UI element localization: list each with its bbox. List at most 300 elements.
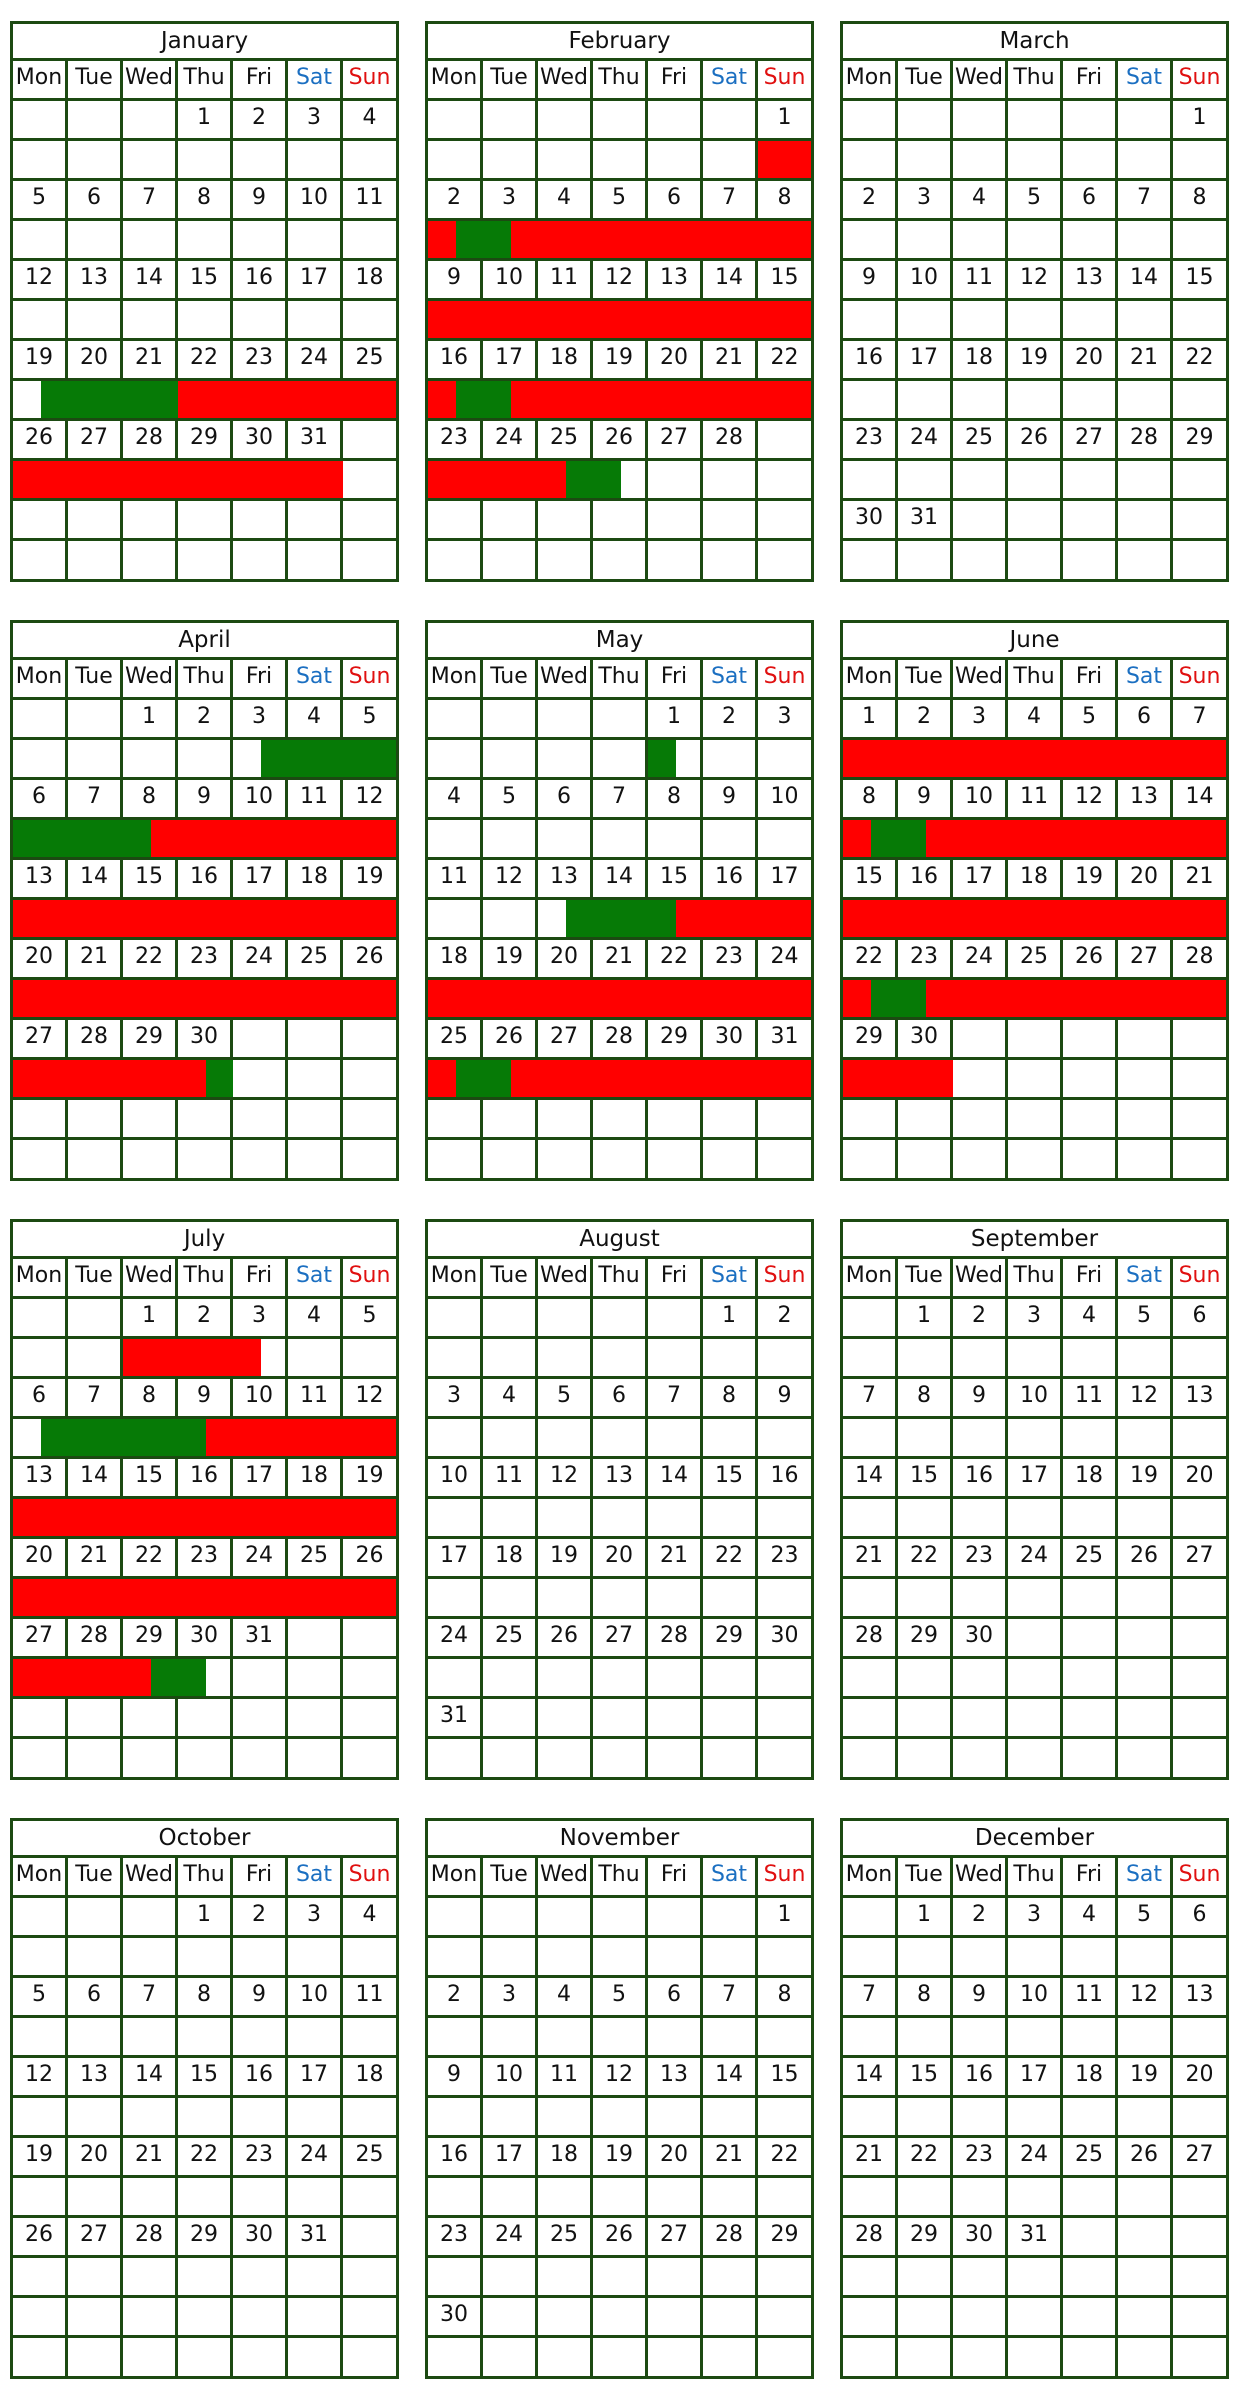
day-cell[interactable]: 29 (178, 2218, 233, 2258)
day-cell[interactable]: 1 (843, 700, 898, 740)
day-cell[interactable]: 13 (13, 1459, 68, 1499)
day-cell[interactable]: 6 (648, 1978, 703, 2018)
day-cell[interactable]: 2 (428, 1978, 483, 2018)
day-cell[interactable]: 29 (758, 2218, 811, 2258)
day-cell[interactable]: 30 (428, 2298, 483, 2338)
day-cell[interactable]: 3 (1008, 1898, 1063, 1938)
day-cell[interactable]: 11 (1063, 1978, 1118, 2018)
day-cell[interactable]: 9 (898, 780, 953, 820)
day-cell[interactable]: 21 (68, 1539, 123, 1579)
day-cell[interactable]: 11 (288, 1379, 343, 1419)
day-cell[interactable]: 27 (538, 1020, 593, 1060)
day-cell[interactable]: 9 (953, 1978, 1008, 2018)
day-cell[interactable]: 27 (593, 1619, 648, 1659)
day-cell[interactable]: 13 (1173, 1379, 1226, 1419)
day-cell[interactable]: 4 (343, 1898, 396, 1938)
day-cell[interactable]: 30 (233, 421, 288, 461)
day-cell[interactable]: 6 (68, 1978, 123, 2018)
day-cell[interactable]: 8 (178, 1978, 233, 2018)
day-cell[interactable]: 3 (1008, 1299, 1063, 1339)
day-cell[interactable]: 10 (428, 1459, 483, 1499)
day-cell[interactable]: 5 (483, 780, 538, 820)
day-cell[interactable]: 7 (593, 780, 648, 820)
day-cell[interactable]: 17 (288, 261, 343, 301)
day-cell[interactable]: 6 (13, 780, 68, 820)
day-cell[interactable]: 25 (483, 1619, 538, 1659)
day-cell[interactable]: 10 (758, 780, 811, 820)
day-cell[interactable]: 15 (758, 261, 811, 301)
day-cell[interactable]: 29 (123, 1619, 178, 1659)
day-cell[interactable]: 11 (428, 860, 483, 900)
day-cell[interactable]: 14 (843, 2058, 898, 2098)
day-cell[interactable]: 23 (233, 2138, 288, 2178)
day-cell[interactable]: 1 (178, 101, 233, 141)
day-cell[interactable]: 21 (703, 2138, 758, 2178)
day-cell[interactable]: 14 (703, 2058, 758, 2098)
day-cell[interactable]: 27 (1063, 421, 1118, 461)
day-cell[interactable]: 8 (648, 780, 703, 820)
day-cell[interactable]: 24 (483, 2218, 538, 2258)
day-cell[interactable]: 18 (343, 2058, 396, 2098)
day-cell[interactable]: 2 (898, 700, 953, 740)
day-cell[interactable]: 16 (178, 1459, 233, 1499)
day-cell[interactable]: 10 (898, 261, 953, 301)
day-cell[interactable]: 10 (1008, 1379, 1063, 1419)
day-cell[interactable]: 9 (178, 780, 233, 820)
day-cell[interactable]: 21 (123, 341, 178, 381)
day-cell[interactable]: 7 (843, 1379, 898, 1419)
day-cell[interactable]: 12 (1118, 1978, 1173, 2018)
day-cell[interactable]: 12 (593, 261, 648, 301)
day-cell[interactable]: 22 (703, 1539, 758, 1579)
day-cell[interactable]: 5 (1008, 181, 1063, 221)
day-cell[interactable]: 3 (483, 1978, 538, 2018)
day-cell[interactable]: 10 (288, 181, 343, 221)
day-cell[interactable]: 5 (538, 1379, 593, 1419)
day-cell[interactable]: 20 (648, 341, 703, 381)
day-cell[interactable]: 25 (538, 2218, 593, 2258)
day-cell[interactable]: 13 (648, 2058, 703, 2098)
day-cell[interactable]: 20 (13, 1539, 68, 1579)
day-cell[interactable]: 27 (13, 1619, 68, 1659)
day-cell[interactable]: 11 (343, 1978, 396, 2018)
day-cell[interactable]: 19 (13, 2138, 68, 2178)
day-cell[interactable]: 19 (1118, 1459, 1173, 1499)
day-cell[interactable]: 15 (758, 2058, 811, 2098)
day-cell[interactable]: 21 (68, 940, 123, 980)
day-cell[interactable]: 2 (178, 700, 233, 740)
day-cell[interactable]: 30 (843, 501, 898, 541)
day-cell[interactable]: 14 (843, 1459, 898, 1499)
day-cell[interactable]: 10 (953, 780, 1008, 820)
day-cell[interactable]: 7 (703, 181, 758, 221)
day-cell[interactable]: 26 (1063, 940, 1118, 980)
day-cell[interactable]: 28 (648, 1619, 703, 1659)
day-cell[interactable]: 6 (593, 1379, 648, 1419)
day-cell[interactable]: 4 (953, 181, 1008, 221)
day-cell[interactable]: 5 (593, 1978, 648, 2018)
day-cell[interactable]: 28 (703, 2218, 758, 2258)
day-cell[interactable]: 13 (1173, 1978, 1226, 2018)
day-cell[interactable]: 19 (1063, 860, 1118, 900)
day-cell[interactable]: 24 (1008, 1539, 1063, 1579)
day-cell[interactable]: 18 (288, 860, 343, 900)
day-cell[interactable]: 24 (233, 940, 288, 980)
day-cell[interactable]: 12 (483, 860, 538, 900)
day-cell[interactable]: 4 (538, 1978, 593, 2018)
day-cell[interactable]: 16 (233, 2058, 288, 2098)
day-cell[interactable]: 13 (13, 860, 68, 900)
day-cell[interactable]: 18 (1008, 860, 1063, 900)
day-cell[interactable]: 2 (953, 1898, 1008, 1938)
day-cell[interactable]: 16 (843, 341, 898, 381)
day-cell[interactable]: 13 (1063, 261, 1118, 301)
day-cell[interactable]: 8 (758, 181, 811, 221)
day-cell[interactable]: 3 (953, 700, 1008, 740)
day-cell[interactable]: 12 (343, 1379, 396, 1419)
day-cell[interactable]: 22 (1173, 341, 1226, 381)
day-cell[interactable]: 23 (233, 341, 288, 381)
day-cell[interactable]: 7 (68, 1379, 123, 1419)
day-cell[interactable]: 17 (758, 860, 811, 900)
day-cell[interactable]: 5 (13, 1978, 68, 2018)
day-cell[interactable]: 13 (68, 261, 123, 301)
day-cell[interactable]: 6 (538, 780, 593, 820)
day-cell[interactable]: 17 (1008, 2058, 1063, 2098)
day-cell[interactable]: 19 (1118, 2058, 1173, 2098)
day-cell[interactable]: 2 (758, 1299, 811, 1339)
day-cell[interactable]: 22 (758, 341, 811, 381)
day-cell[interactable]: 29 (898, 2218, 953, 2258)
day-cell[interactable]: 23 (428, 2218, 483, 2258)
day-cell[interactable]: 3 (288, 1898, 343, 1938)
day-cell[interactable]: 19 (1008, 341, 1063, 381)
day-cell[interactable]: 11 (343, 181, 396, 221)
day-cell[interactable]: 6 (1173, 1299, 1226, 1339)
day-cell[interactable]: 14 (68, 1459, 123, 1499)
day-cell[interactable]: 17 (428, 1539, 483, 1579)
day-cell[interactable]: 18 (953, 341, 1008, 381)
day-cell[interactable]: 3 (233, 1299, 288, 1339)
day-cell[interactable]: 9 (233, 181, 288, 221)
day-cell[interactable]: 15 (123, 860, 178, 900)
day-cell[interactable]: 9 (703, 780, 758, 820)
day-cell[interactable]: 16 (758, 1459, 811, 1499)
day-cell[interactable]: 7 (1173, 700, 1226, 740)
day-cell[interactable]: 31 (288, 421, 343, 461)
day-cell[interactable]: 24 (288, 2138, 343, 2178)
day-cell[interactable]: 8 (898, 1379, 953, 1419)
day-cell[interactable]: 18 (538, 2138, 593, 2178)
day-cell[interactable]: 15 (843, 860, 898, 900)
day-cell[interactable]: 21 (123, 2138, 178, 2178)
day-cell[interactable]: 7 (123, 181, 178, 221)
day-cell[interactable]: 9 (953, 1379, 1008, 1419)
day-cell[interactable]: 27 (648, 2218, 703, 2258)
day-cell[interactable]: 24 (898, 421, 953, 461)
day-cell[interactable]: 4 (288, 700, 343, 740)
day-cell[interactable]: 23 (953, 1539, 1008, 1579)
day-cell[interactable]: 27 (68, 2218, 123, 2258)
day-cell[interactable]: 26 (343, 1539, 396, 1579)
day-cell[interactable]: 12 (13, 261, 68, 301)
day-cell[interactable]: 30 (178, 1020, 233, 1060)
day-cell[interactable]: 5 (343, 700, 396, 740)
day-cell[interactable]: 31 (758, 1020, 811, 1060)
day-cell[interactable]: 20 (538, 940, 593, 980)
day-cell[interactable]: 6 (1118, 700, 1173, 740)
day-cell[interactable]: 10 (1008, 1978, 1063, 2018)
day-cell[interactable]: 29 (1173, 421, 1226, 461)
day-cell[interactable]: 2 (843, 181, 898, 221)
day-cell[interactable]: 19 (483, 940, 538, 980)
day-cell[interactable]: 11 (288, 780, 343, 820)
day-cell[interactable]: 1 (123, 1299, 178, 1339)
day-cell[interactable]: 9 (428, 261, 483, 301)
day-cell[interactable]: 12 (1118, 1379, 1173, 1419)
day-cell[interactable]: 1 (123, 700, 178, 740)
day-cell[interactable]: 15 (703, 1459, 758, 1499)
day-cell[interactable]: 16 (898, 860, 953, 900)
day-cell[interactable]: 27 (1173, 1539, 1226, 1579)
day-cell[interactable]: 27 (648, 421, 703, 461)
day-cell[interactable]: 3 (288, 101, 343, 141)
day-cell[interactable]: 28 (593, 1020, 648, 1060)
day-cell[interactable]: 23 (843, 421, 898, 461)
day-cell[interactable]: 8 (123, 1379, 178, 1419)
day-cell[interactable]: 18 (483, 1539, 538, 1579)
day-cell[interactable]: 13 (538, 860, 593, 900)
day-cell[interactable]: 9 (178, 1379, 233, 1419)
day-cell[interactable]: 10 (233, 780, 288, 820)
day-cell[interactable]: 2 (233, 101, 288, 141)
day-cell[interactable]: 26 (1008, 421, 1063, 461)
day-cell[interactable]: 26 (343, 940, 396, 980)
day-cell[interactable]: 8 (703, 1379, 758, 1419)
day-cell[interactable]: 11 (538, 2058, 593, 2098)
day-cell[interactable]: 15 (1173, 261, 1226, 301)
day-cell[interactable]: 5 (1118, 1299, 1173, 1339)
day-cell[interactable]: 13 (593, 1459, 648, 1499)
day-cell[interactable]: 29 (898, 1619, 953, 1659)
day-cell[interactable]: 5 (343, 1299, 396, 1339)
day-cell[interactable]: 21 (703, 341, 758, 381)
day-cell[interactable]: 12 (1008, 261, 1063, 301)
day-cell[interactable]: 31 (898, 501, 953, 541)
day-cell[interactable]: 5 (1063, 700, 1118, 740)
day-cell[interactable]: 11 (538, 261, 593, 301)
day-cell[interactable]: 21 (843, 2138, 898, 2178)
day-cell[interactable]: 10 (233, 1379, 288, 1419)
day-cell[interactable]: 26 (1118, 2138, 1173, 2178)
day-cell[interactable]: 21 (843, 1539, 898, 1579)
day-cell[interactable]: 27 (1118, 940, 1173, 980)
day-cell[interactable]: 18 (343, 261, 396, 301)
day-cell[interactable]: 8 (123, 780, 178, 820)
day-cell[interactable]: 3 (428, 1379, 483, 1419)
day-cell[interactable]: 29 (703, 1619, 758, 1659)
day-cell[interactable]: 25 (953, 421, 1008, 461)
day-cell[interactable]: 19 (593, 2138, 648, 2178)
day-cell[interactable]: 28 (703, 421, 758, 461)
day-cell[interactable]: 3 (898, 181, 953, 221)
day-cell[interactable]: 10 (483, 2058, 538, 2098)
day-cell[interactable]: 13 (648, 261, 703, 301)
day-cell[interactable]: 7 (648, 1379, 703, 1419)
day-cell[interactable]: 6 (68, 181, 123, 221)
day-cell[interactable]: 27 (1173, 2138, 1226, 2178)
day-cell[interactable]: 30 (233, 2218, 288, 2258)
day-cell[interactable]: 11 (953, 261, 1008, 301)
day-cell[interactable]: 4 (1063, 1299, 1118, 1339)
day-cell[interactable]: 10 (288, 1978, 343, 2018)
day-cell[interactable]: 4 (288, 1299, 343, 1339)
day-cell[interactable]: 22 (178, 2138, 233, 2178)
day-cell[interactable]: 28 (1118, 421, 1173, 461)
day-cell[interactable]: 29 (648, 1020, 703, 1060)
day-cell[interactable]: 25 (1008, 940, 1063, 980)
day-cell[interactable]: 23 (428, 421, 483, 461)
day-cell[interactable]: 22 (758, 2138, 811, 2178)
day-cell[interactable]: 1 (758, 1898, 811, 1938)
day-cell[interactable]: 22 (123, 940, 178, 980)
day-cell[interactable]: 28 (123, 421, 178, 461)
day-cell[interactable]: 2 (703, 700, 758, 740)
day-cell[interactable]: 5 (593, 181, 648, 221)
day-cell[interactable]: 14 (593, 860, 648, 900)
day-cell[interactable]: 29 (843, 1020, 898, 1060)
day-cell[interactable]: 14 (1173, 780, 1226, 820)
day-cell[interactable]: 23 (178, 1539, 233, 1579)
day-cell[interactable]: 16 (428, 341, 483, 381)
day-cell[interactable]: 27 (68, 421, 123, 461)
day-cell[interactable]: 6 (1063, 181, 1118, 221)
day-cell[interactable]: 15 (178, 2058, 233, 2098)
day-cell[interactable]: 14 (68, 860, 123, 900)
day-cell[interactable]: 16 (953, 2058, 1008, 2098)
day-cell[interactable]: 24 (288, 341, 343, 381)
day-cell[interactable]: 8 (178, 181, 233, 221)
day-cell[interactable]: 23 (758, 1539, 811, 1579)
day-cell[interactable]: 12 (593, 2058, 648, 2098)
day-cell[interactable]: 21 (1173, 860, 1226, 900)
day-cell[interactable]: 20 (593, 1539, 648, 1579)
day-cell[interactable]: 29 (123, 1020, 178, 1060)
day-cell[interactable]: 28 (843, 1619, 898, 1659)
day-cell[interactable]: 7 (68, 780, 123, 820)
day-cell[interactable]: 12 (538, 1459, 593, 1499)
day-cell[interactable]: 17 (233, 1459, 288, 1499)
day-cell[interactable]: 4 (538, 181, 593, 221)
day-cell[interactable]: 20 (13, 940, 68, 980)
day-cell[interactable]: 3 (758, 700, 811, 740)
day-cell[interactable]: 21 (593, 940, 648, 980)
day-cell[interactable]: 22 (843, 940, 898, 980)
day-cell[interactable]: 18 (1063, 1459, 1118, 1499)
day-cell[interactable]: 15 (648, 860, 703, 900)
day-cell[interactable]: 20 (1063, 341, 1118, 381)
day-cell[interactable]: 19 (343, 860, 396, 900)
day-cell[interactable]: 14 (123, 2058, 178, 2098)
day-cell[interactable]: 31 (1008, 2218, 1063, 2258)
day-cell[interactable]: 24 (1008, 2138, 1063, 2178)
day-cell[interactable]: 7 (123, 1978, 178, 2018)
day-cell[interactable]: 25 (343, 2138, 396, 2178)
day-cell[interactable]: 13 (1118, 780, 1173, 820)
day-cell[interactable]: 16 (178, 860, 233, 900)
day-cell[interactable]: 28 (68, 1619, 123, 1659)
day-cell[interactable]: 31 (233, 1619, 288, 1659)
day-cell[interactable]: 23 (898, 940, 953, 980)
day-cell[interactable]: 4 (1063, 1898, 1118, 1938)
day-cell[interactable]: 11 (1063, 1379, 1118, 1419)
day-cell[interactable]: 15 (123, 1459, 178, 1499)
day-cell[interactable]: 16 (953, 1459, 1008, 1499)
day-cell[interactable]: 1 (898, 1898, 953, 1938)
day-cell[interactable]: 6 (648, 181, 703, 221)
day-cell[interactable]: 17 (483, 2138, 538, 2178)
day-cell[interactable]: 1 (758, 101, 811, 141)
day-cell[interactable]: 25 (288, 1539, 343, 1579)
day-cell[interactable]: 10 (483, 261, 538, 301)
day-cell[interactable]: 8 (1173, 181, 1226, 221)
day-cell[interactable]: 11 (483, 1459, 538, 1499)
day-cell[interactable]: 23 (703, 940, 758, 980)
day-cell[interactable]: 26 (13, 2218, 68, 2258)
day-cell[interactable]: 22 (123, 1539, 178, 1579)
day-cell[interactable]: 23 (178, 940, 233, 980)
day-cell[interactable]: 16 (703, 860, 758, 900)
day-cell[interactable]: 30 (758, 1619, 811, 1659)
day-cell[interactable]: 20 (1173, 1459, 1226, 1499)
day-cell[interactable]: 28 (843, 2218, 898, 2258)
day-cell[interactable]: 9 (843, 261, 898, 301)
day-cell[interactable]: 14 (123, 261, 178, 301)
day-cell[interactable]: 17 (953, 860, 1008, 900)
day-cell[interactable]: 4 (428, 780, 483, 820)
day-cell[interactable]: 28 (68, 1020, 123, 1060)
day-cell[interactable]: 6 (1173, 1898, 1226, 1938)
day-cell[interactable]: 25 (1063, 2138, 1118, 2178)
day-cell[interactable]: 5 (13, 181, 68, 221)
day-cell[interactable]: 15 (898, 1459, 953, 1499)
day-cell[interactable]: 19 (13, 341, 68, 381)
day-cell[interactable]: 1 (898, 1299, 953, 1339)
day-cell[interactable]: 25 (1063, 1539, 1118, 1579)
day-cell[interactable]: 26 (13, 421, 68, 461)
day-cell[interactable]: 2 (428, 181, 483, 221)
day-cell[interactable]: 31 (428, 1699, 483, 1739)
day-cell[interactable]: 31 (288, 2218, 343, 2258)
day-cell[interactable]: 17 (1008, 1459, 1063, 1499)
day-cell[interactable]: 4 (343, 101, 396, 141)
day-cell[interactable]: 16 (428, 2138, 483, 2178)
day-cell[interactable]: 9 (428, 2058, 483, 2098)
day-cell[interactable]: 19 (343, 1459, 396, 1499)
day-cell[interactable]: 20 (68, 341, 123, 381)
day-cell[interactable]: 24 (758, 940, 811, 980)
day-cell[interactable]: 26 (1118, 1539, 1173, 1579)
day-cell[interactable]: 18 (538, 341, 593, 381)
day-cell[interactable]: 18 (288, 1459, 343, 1499)
day-cell[interactable]: 8 (898, 1978, 953, 2018)
day-cell[interactable]: 28 (123, 2218, 178, 2258)
day-cell[interactable]: 8 (843, 780, 898, 820)
day-cell[interactable]: 20 (1118, 860, 1173, 900)
day-cell[interactable]: 22 (648, 940, 703, 980)
day-cell[interactable]: 12 (343, 780, 396, 820)
day-cell[interactable]: 17 (288, 2058, 343, 2098)
